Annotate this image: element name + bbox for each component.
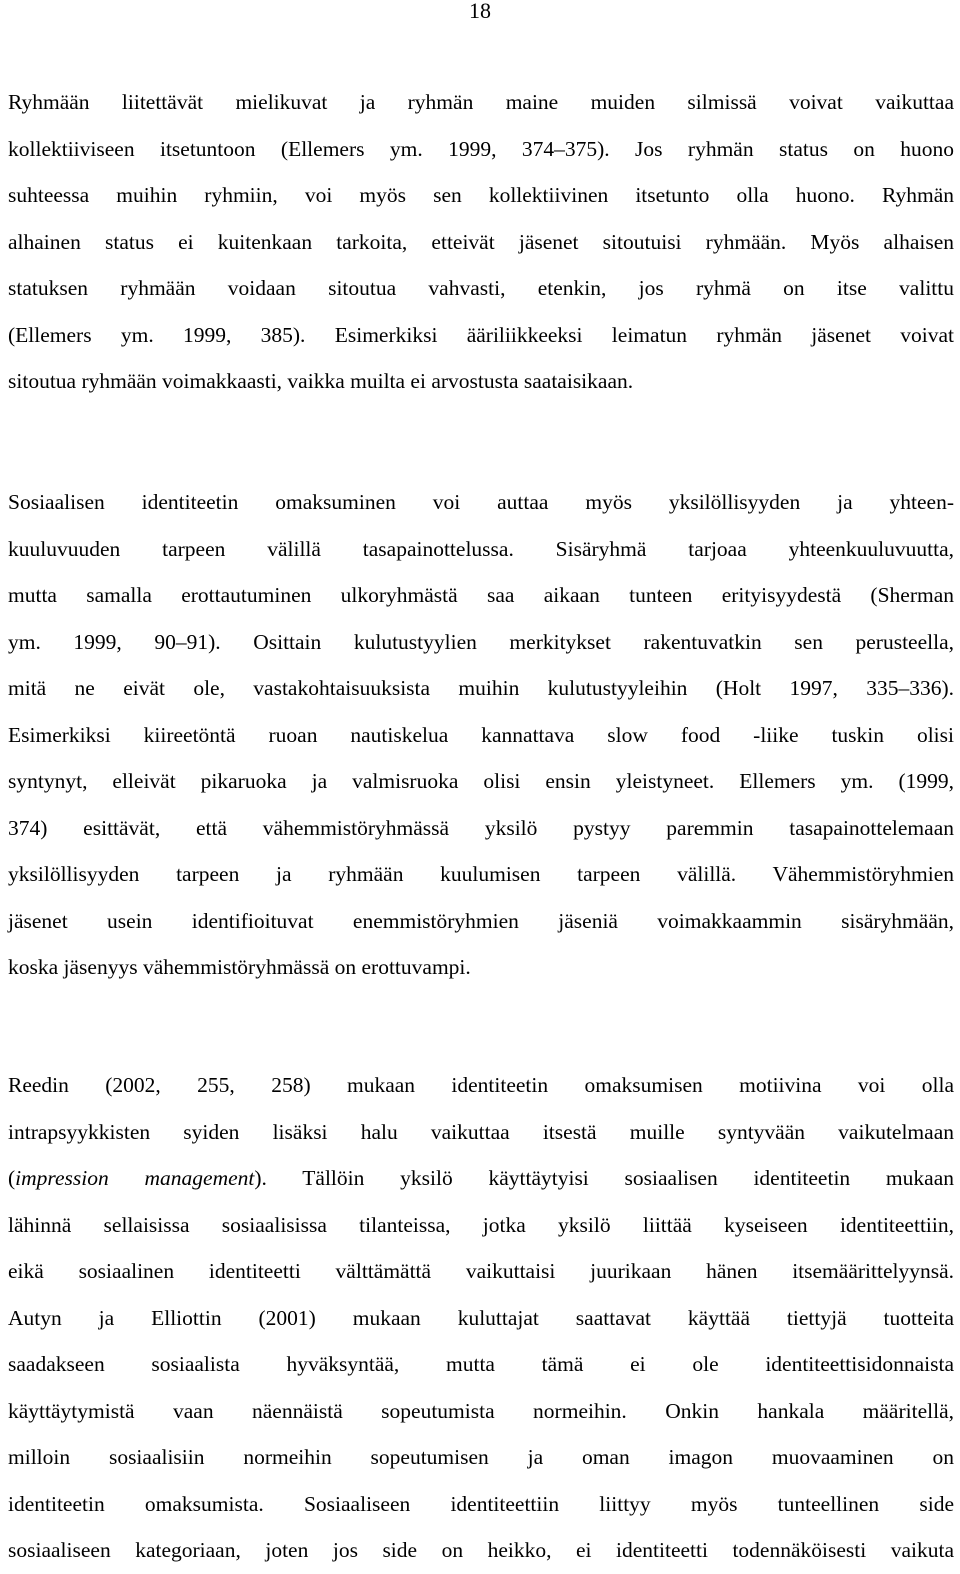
text-line: Sosiaalisen identiteetin omaksuminen voi auttaa myös yksilöllisyyden ja yhteen- [8,490,954,514]
paragraph-collective-self-esteem [8,79,954,405]
text-line: intrapsyykkisten syiden lisäksi halu vaikuttaa itsestä muille syntyvään vaikutelmaan [8,1119,954,1144]
text-line: kuuluvuuden tarpeen välillä tasapainottelussa. Sisäryhmä tarjoaa yhteenkuuluvuutta, [8,536,954,561]
text-line: mutta samalla erottautuminen ulkoryhmästä saa aikaan tunteen erityisyydestä (Sherman [8,583,954,607]
text-line: Ryhmään liitettävät mielikuvat ja ryhmän maine muiden silmissä voivat vaikuttaa [8,90,954,114]
text-line: milloin sosiaalisiin normeihin sopeutumisen ja oman imagon muovaaminen on [8,1445,954,1469]
text-line: kollektiiviseen itsetuntoon (Ellemers ym. 1999, 374–375). Jos ryhmän status on huono [8,136,954,161]
text-line: yksilöllisyyden tarpeen ja ryhmään kuulumisen tarpeen välillä. Vähemmistöryhmien [8,862,954,886]
text-line: saadakseen sosiaalista hyväksyntää, mutta tämä ei ole identiteettisidonnaista [8,1352,954,1376]
text-line: Esimerkiksi kiireetöntä ruoan nautiskelua kannattava slow food -liike tuskin olisi [8,722,954,747]
text-line: (Ellemers ym. 1999, 385). Esimerkiksi ääriliikkeeksi leimatun ryhmän jäsenet voivat [8,322,954,347]
text-line: statuksen ryhmään voidaan sitoutua vahvasti, etenkin, jos ryhmä on itse valittu [8,276,954,300]
text-line: alhainen status ei kuitenkaan tarkoita, etteivät jäsenet sitoutuisi ryhmään. Myös alhaisen [8,229,954,254]
text-fragment: ( [8,1166,16,1190]
text-line: identiteetin omaksumista. Sosiaaliseen identiteettiin liittyy myös tunteellinen side [8,1491,954,1516]
text-line: Reedin (2002, 255, 258) mukaan identiteetin omaksumisen motiivina voi olla [8,1073,954,1097]
text-line: ym. 1999, 90–91). Osittain kulutustyylien merkitykset rakentuvatkin sen perusteella, [8,629,954,654]
text-line: 374) esittävät, että vähemmistöryhmässä yksilö pystyy paremmin tasapainottelemaan [8,815,954,840]
text-line: eikä sosiaalinen identiteetti välttämättä vaikuttaisi juurikaan hänen itsemäärittelyynsä. [8,1259,954,1283]
paragraph-impression-management [8,1062,954,1574]
text-line: Autyn ja Elliottin (2001) mukaan kuluttajat saattavat käyttää tiettyjä tuotteita [8,1305,954,1330]
text-line: lähinnä sellaisissa sosiaalisissa tilanteissa, jotka yksilö liittää kyseiseen identiteettiin, [8,1212,954,1237]
italic-term: impression management [15,1166,255,1190]
text-line: sitoutua ryhmään voimakkaasti, vaikka muilta ei arvostusta saataisikaan. [8,369,634,393]
page-number: 18 [469,0,491,23]
text-line: sosiaaliseen kategoriaan, joten jos side on heikko, ei identiteetti todennäköisesti vaikuta [8,1538,954,1562]
paragraph-social-identity-balance [8,479,954,991]
text-line: koska jäsenyys vähemmistöryhmässä on erottuvampi. [8,955,471,979]
text-line: mitä ne eivät ole, vastakohtaisuuksista muihin kulutustyyleihin (Holt 1997, 335–336). [8,676,954,700]
text-line: syntynyt, elleivät pikaruoka ja valmisruoka olisi ensin yleistyneet. Ellemers ym. (1999, [8,769,954,793]
text-line: käyttäytymistä vaan näennäistä sopeutumista normeihin. Onkin hankala määritellä, [8,1398,954,1423]
text-line: suhteessa muihin ryhmiin, voi myös sen kollektiivinen itsetunto olla huono. Ryhmän [8,183,954,207]
text-line [8,1155,954,1202]
text-fragment: ). Tällöin yksilö käyttäytyisi sosiaalisen identiteetin mukaan [254,1166,954,1190]
text-line: jäsenet usein identifioituvat enemmistöryhmien jäseniä voimakkaammin sisäryhmään, [8,908,954,933]
